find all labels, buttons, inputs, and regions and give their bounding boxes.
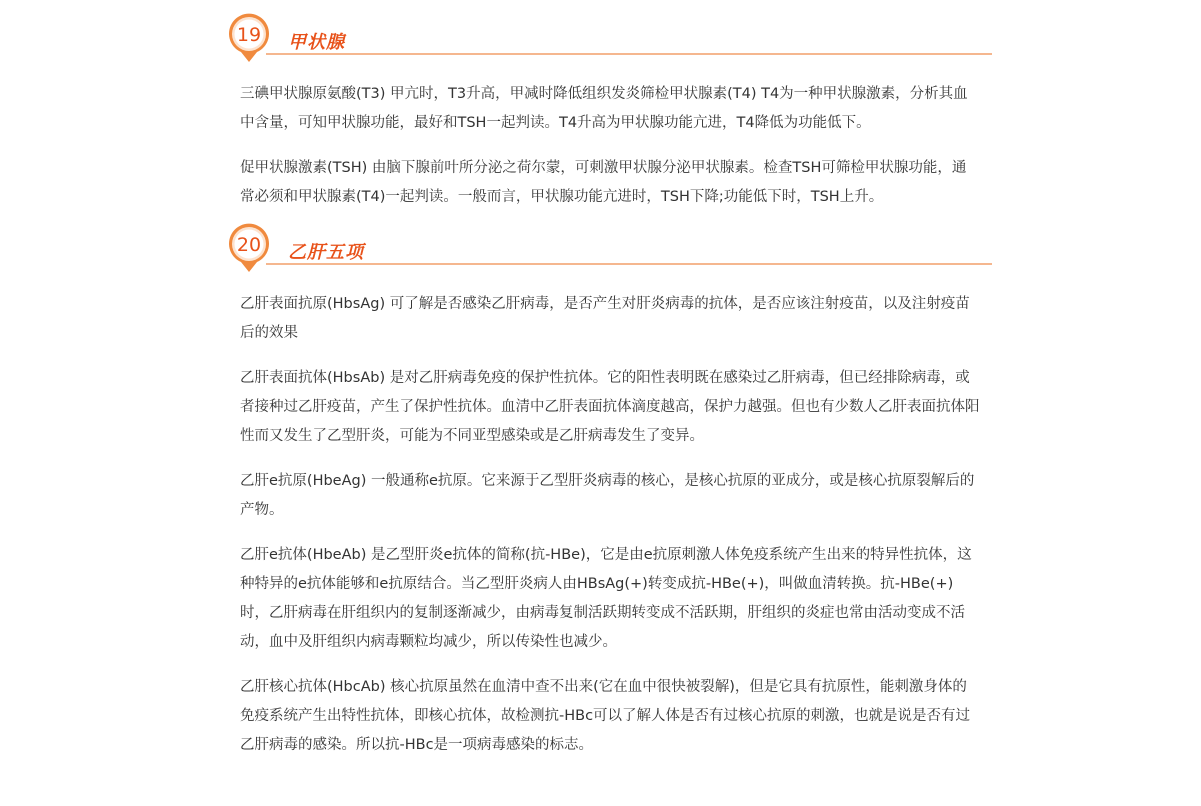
paragraph-hbeag: 乙肝e抗原(HbeAg) 一般通称e抗原。它来源于乙型肝炎病毒的核心，是核心抗原的亚成分，或是核心抗原裂解后的产物。 [240, 473, 975, 518]
pin-marker-icon [226, 12, 272, 64]
paragraph-hbsag: 乙肝表面抗原(HbsAg) 可了解是否感染乙肝病毒，是否产生对肝炎病毒的抗体，是否应该注射疫苗，以及注射疫苗后的效果 [240, 296, 970, 341]
paragraph-t3-t4: 三碘甲状腺原氨酸(T3) 甲亢时，T3升高，甲减时降低组织发炎筛检甲状腺素(T4) T4为一种甲状腺激素，分析其血中含量，可知甲状腺功能，最好和TSH一起判读。T4升高为甲状腺功能亢进，T4降低为功能低下。 [240, 86, 968, 131]
section-title: 乙肝五项 [288, 242, 364, 263]
pin-marker-icon [226, 222, 272, 274]
article-content [226, 0, 992, 760]
section-divider [266, 53, 992, 55]
section-number: 20 [236, 234, 262, 256]
section-header-hepatitis-b [226, 222, 992, 274]
paragraph-tsh: 促甲状腺激素(TSH) 由脑下腺前叶所分泌之荷尔蒙，可刺激甲状腺分泌甲状腺素。检查TSH可筛检甲状腺功能，通常必须和甲状腺素(T4)一起判读。一般而言，甲状腺功能亢进时，TSH下降;功能低下时，TSH上升。 [240, 160, 967, 205]
section-number: 19 [236, 24, 262, 46]
paragraph-hbeab: 乙肝e抗体(HbeAb) 是乙型肝炎e抗体的简称(抗-HBe)，它是由e抗原刺激人体免疫系统产生出来的特异性抗体，这种特异的e抗体能够和e抗原结合。当乙型肝炎病人由HBsAg(+)转变成抗-HBe(+)，叫做血清转换。抗-HBe(+)时，乙肝病毒在肝组织内的复制逐渐减少，由病毒复制活跃期转变成不活跃期，肝组织的炎症也常由活动变成不活动，血中及肝组织内病毒颗粒均减少，所以传染性也减少。 [240, 547, 972, 650]
section-header-thyroid [226, 12, 992, 64]
paragraph-hbcab: 乙肝核心抗体(HbcAb) 核心抗原虽然在血清中查不出来(它在血中很快被裂解)，但是它具有抗原性，能刺激身体的免疫系统产生出特性抗体，即核心抗体，故检测抗-HBc可以了解人体是否有过核心抗原的刺激，也就是说是否有过乙肝病毒的感染。所以抗-HBc是一项病毒感染的标志。 [240, 679, 971, 753]
paragraph-hbsab: 乙肝表面抗体(HbsAb) 是对乙肝病毒免疫的保护性抗体。它的阳性表明既在感染过乙肝病毒，但已经排除病毒，或者接种过乙肝疫苗，产生了保护性抗体。血清中乙肝表面抗体滴度越高，保护力越强。但也有少数人乙肝表面抗体阳性而又发生了乙型肝炎，可能为不同亚型感染或是乙肝病毒发生了变异。 [240, 370, 980, 444]
section-title: 甲状腺 [288, 32, 345, 53]
section-divider [266, 263, 992, 265]
